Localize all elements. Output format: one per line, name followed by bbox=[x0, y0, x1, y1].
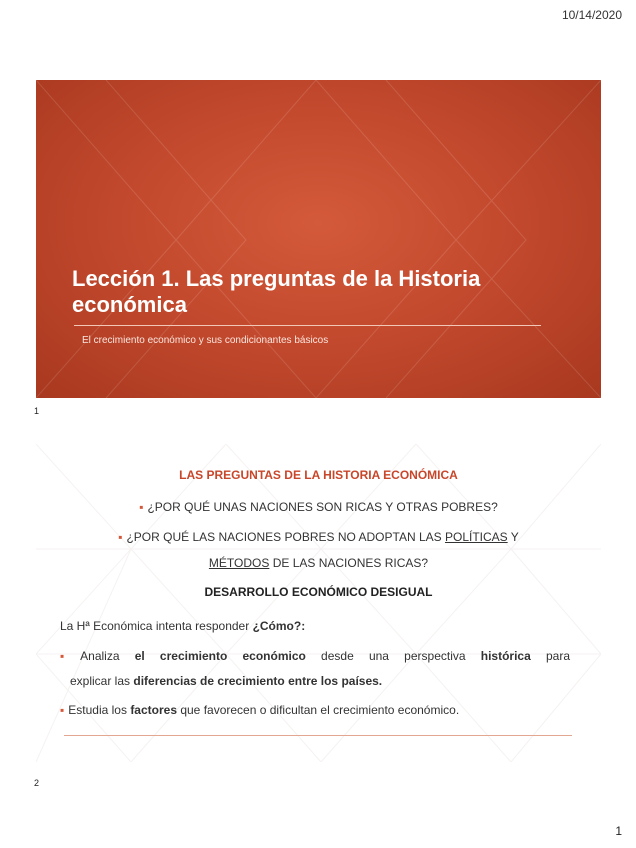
bullet-icon: ▪ bbox=[139, 500, 144, 514]
question-2-underlined-metodos: MÉTODOS bbox=[208, 556, 270, 570]
bullet-1-bold-b: histórica bbox=[480, 649, 531, 663]
slide-title-line2: económica bbox=[72, 292, 187, 317]
bottom-divider bbox=[64, 735, 572, 736]
bullet-2-bold: factores bbox=[130, 703, 177, 717]
bullet-1-line2 bbox=[70, 674, 580, 688]
slide-number-1: 1 bbox=[34, 406, 40, 416]
bullet-2 bbox=[60, 703, 570, 717]
bullet-1-text-c: para bbox=[530, 649, 570, 663]
slide-title bbox=[72, 266, 582, 318]
bullet-1-text-a: Analiza bbox=[80, 649, 135, 663]
bullet-icon: ▪ bbox=[60, 649, 77, 663]
bullet-1-text-b: desde una perspectiva bbox=[305, 649, 481, 663]
intro-bold: ¿Cómo?: bbox=[252, 619, 306, 633]
document-date: 10/14/2020 bbox=[561, 8, 622, 22]
slide-title-line1: Lección 1. Las preguntas de la Historia bbox=[72, 266, 481, 291]
bullet-icon: ▪ bbox=[60, 703, 65, 717]
question-2 bbox=[36, 530, 601, 544]
bullet-2-text-b: que favorecen o dificultan el crecimiento económico. bbox=[177, 703, 460, 717]
intro-line bbox=[60, 619, 570, 633]
bullet-1-line2-bold: diferencias de crecimiento entre los países. bbox=[133, 674, 383, 688]
slide-subtitle: El crecimiento económico y sus condicionantes básicos bbox=[82, 335, 329, 346]
question-2-text-c: DE LAS NACIONES RICAS? bbox=[269, 556, 429, 570]
bullet-2-text-a: Estudia los bbox=[68, 703, 131, 717]
slide-heading: LAS PREGUNTAS DE LA HISTORIA ECONÓMICA bbox=[179, 468, 458, 482]
bullet-1-line1 bbox=[60, 649, 570, 663]
bullet-1-line2-text: explicar las bbox=[70, 674, 134, 688]
title-divider bbox=[74, 325, 541, 326]
question-1-text: ¿POR QUÉ UNAS NACIONES SON RICAS Y OTRAS POBRES? bbox=[147, 500, 498, 514]
content-slide bbox=[36, 444, 601, 762]
question-2-continuation bbox=[36, 556, 601, 570]
question-1 bbox=[36, 500, 601, 514]
slide-number-2: 2 bbox=[34, 778, 40, 788]
question-2-text-a: ¿POR QUÉ LAS NACIONES POBRES NO ADOPTAN LAS bbox=[126, 530, 445, 544]
intro-text: La Hª Económica intenta responder bbox=[60, 619, 253, 633]
title-slide bbox=[36, 80, 601, 398]
page-number: 1 bbox=[615, 824, 622, 838]
bullet-1-bold-a: el crecimiento económico bbox=[134, 649, 306, 663]
question-2-underlined-politicas: POLÍTICAS bbox=[444, 530, 508, 544]
question-2-text-b: Y bbox=[507, 530, 519, 544]
bullet-icon: ▪ bbox=[118, 530, 123, 544]
background-pattern bbox=[36, 80, 601, 398]
subheading: DESARROLLO ECONÓMICO DESIGUAL bbox=[204, 585, 433, 599]
